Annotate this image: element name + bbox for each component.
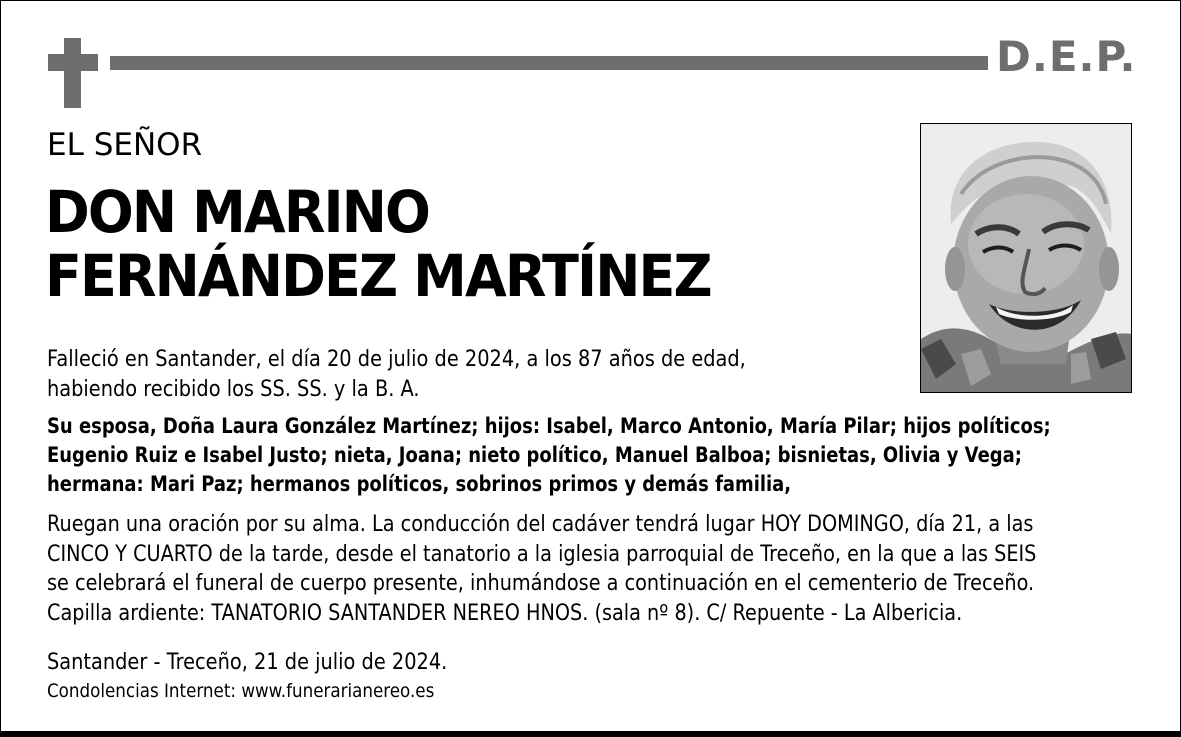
name-line: FERNÁNDEZ MARTÍNEZ xyxy=(45,242,711,310)
cross-vertical-bar xyxy=(64,38,81,108)
condolences-link[interactable]: Condolencias Internet: www.funerarianereo.es xyxy=(47,680,435,702)
death-notice-line: habiendo recibido los SS. SS. y la B. A. xyxy=(47,377,420,402)
family-list xyxy=(47,412,1051,499)
dep-mark: D.E.P. xyxy=(996,32,1137,81)
place-date: Santander - Treceño, 21 de julio de 2024. xyxy=(47,650,448,675)
family-line: Su esposa, Doña Laura González Martínez; hijos: Isabel, Marco Antonio, María Pilar; hijos políticos; xyxy=(47,414,1051,438)
service-line: se celebrará el funeral de cuerpo presente, inhumándose a continuación en el cementerio de Treceño. xyxy=(47,571,1035,596)
portrait-illustration xyxy=(921,124,1132,393)
portrait-photo xyxy=(920,123,1132,393)
family-line: Eugenio Ruiz e Isabel Justo; nieta, Joana; nieto político, Manuel Balboa; bisnietas, Olivia y Vega; xyxy=(47,443,1022,467)
service-line: Capilla ardiente: TANATORIO SANTANDER NEREO HNOS. (sala nº 8). C/ Repuente - La Albericia. xyxy=(47,600,963,626)
cross-horizontal-bar xyxy=(48,54,98,71)
death-notice xyxy=(47,345,746,405)
honorific-title: EL SEÑOR xyxy=(47,127,203,163)
name-line: DON MARINO xyxy=(45,178,429,246)
service-line: CINCO Y CUARTO de la tarde, desde el tanatorio a la iglesia parroquial de Treceño, en la que a las SEIS xyxy=(47,541,1037,567)
service-line: Ruegan una oración por su alma. La conducción del cadáver tendrá lugar HOY DOMINGO, día 21, a las xyxy=(47,512,1034,537)
death-notice-line: Falleció en Santander, el día 20 de julio de 2024, a los 87 años de edad, xyxy=(47,347,746,372)
family-line: hermana: Mari Paz; hermanos políticos, sobrinos primos y demás familia, xyxy=(47,472,792,496)
deceased-name xyxy=(45,180,711,308)
header-rule xyxy=(110,56,988,70)
service-details xyxy=(47,510,1036,628)
